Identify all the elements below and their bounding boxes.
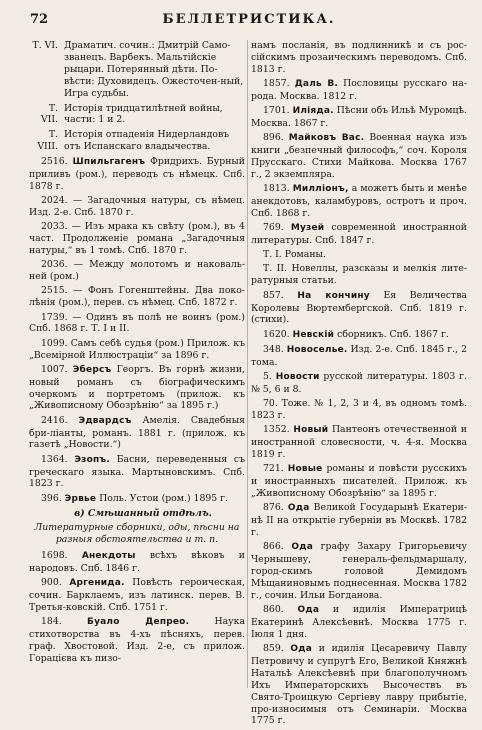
entry-text: Георгъ. Въ горнѣ жизни, новый романъ съ біографическимъ очеркомъ и портретомъ (прилож. къ „Живописному Обозрѣнію“ за 1895 г.) <box>29 363 245 412</box>
catalog-entry <box>251 502 467 539</box>
catalog-entry <box>251 604 467 641</box>
column-divider <box>247 40 248 688</box>
entry-author: Ода <box>287 503 310 514</box>
entry-number: 769. <box>263 222 284 234</box>
catalog-entry <box>29 338 245 362</box>
entry-number: 1620. <box>263 328 290 340</box>
volume-list <box>29 40 245 153</box>
catalog-entry <box>251 541 467 602</box>
catalog-entry <box>29 156 245 193</box>
entry-text: Самъ себѣ судья (ром.) Прилож. къ „Всемірной Иллюстраціи“ за 1896 г. <box>29 337 245 361</box>
section-lead: Литературные сборники, оды, пѣсни на разныя обстоятельства и т. п. <box>34 522 240 545</box>
entry-number: 721. <box>263 463 284 475</box>
entry-number: 876. <box>263 502 284 514</box>
entry-number: 2516. <box>41 156 68 168</box>
entry-text: Пословицы русскаго на-рода. Москва. 1812 г. <box>251 78 467 102</box>
entry-text: и идилія Цесаревичу Павлу Петровичу и супругѣ Его, Великой Княжнѣ Натальѣ Алексѣевнѣ при благополучномъ Ихъ Императорскихъ Высочествъ въ Свято-Троицкую Сергіеву лавру прибытіе, про-износимыя отъ Семинаріи. Москва 1775 г. <box>251 643 467 727</box>
entry-number: 896. <box>263 132 284 144</box>
entry-number: 859. <box>263 643 284 655</box>
entry-author: Иліяда. <box>292 106 334 117</box>
continued-text: намъ посланія, въ подлинникѣ и съ рос-сійскимъ прозаическимъ переводомъ. Спб. 1813 г. <box>251 40 467 75</box>
catalog-entry <box>29 454 245 491</box>
entry-number: 2033. <box>41 221 68 233</box>
catalog-entry <box>29 415 245 452</box>
entry-text: сборникъ. Спб. 1867 г. <box>337 328 449 340</box>
entry-author: Буало Депрео. <box>87 617 190 628</box>
catalog-entry <box>251 371 467 396</box>
entry-text: Басни, переведенныя съ греческаго языка. Мартыновскимъ. Спб. 1823 г. <box>29 453 245 490</box>
left-column <box>29 40 245 667</box>
entry-text: Фридрихъ. Бурный приливъ (ром.), переводъ съ нѣмецк. Спб. 1878 г. <box>29 156 245 192</box>
entry-number: 1364. <box>41 453 68 465</box>
entry-number: 2024. <box>41 195 68 207</box>
entry-author: Даль В. <box>294 79 339 90</box>
entry-text: Военная наука изъ книги „безпечный философъ,“ соч. Короля Прусскаго. Стихи Майкова. Москва 1767 г., 2 экземпляра. <box>251 132 467 180</box>
entry-author: Эдвардсъ <box>78 415 132 426</box>
entry-number: 1099. <box>41 337 68 349</box>
entry-author: Милліонъ, <box>292 184 349 195</box>
entry-text: Тоже. № 1, 2, 3 и 4, въ одномъ томѣ. 1823 г. <box>251 398 467 421</box>
entry-number: 860. <box>263 604 284 616</box>
entry-text: — Загадочныя натуры, съ нѣмец. Изд. 2-е. Спб. 1870 г. <box>29 195 245 219</box>
entry-number: 1007. <box>41 363 68 375</box>
entry-author: Невскій <box>292 329 335 340</box>
right-column <box>251 40 467 730</box>
entry-author: Анекдоты <box>81 550 136 561</box>
entry-author: Ода <box>290 644 312 655</box>
catalog-entry <box>251 105 467 130</box>
volume-item <box>29 129 245 153</box>
section-title: в) Смѣшанный отдѣлъ. <box>74 507 212 519</box>
catalog-entry <box>251 222 467 247</box>
entry-text: а можетъ быть и менѣе анекдотовъ, каламбуровъ, остротъ и проч. Спб. 1868 г. <box>251 183 467 219</box>
volume-item <box>29 103 245 127</box>
entry-number: 900. <box>41 577 62 589</box>
entry-number: 1698. <box>41 549 68 561</box>
entry-number: 184. <box>41 616 62 628</box>
entry-author: Аргенида. <box>69 578 125 589</box>
entry-author: Эрвье <box>64 493 97 504</box>
entry-list <box>251 290 467 728</box>
volume-numeral: Т. VI. <box>32 40 58 51</box>
entry-text: графу Захару Григорьевичу Чернышеву, генераль-фельдмаршалу, город-скимъ головой Демидомъ Мѣщаниновымъ поднесенная. Москва 1782 г., сочин. Ильи Богданова. <box>251 541 467 601</box>
catalog-entry <box>29 550 245 575</box>
catalog-entry <box>251 132 467 181</box>
page-number: 72 <box>30 12 49 27</box>
entry-number: 1352. <box>263 424 290 436</box>
catalog-entry <box>29 221 245 257</box>
catalog-entry <box>251 344 467 369</box>
entry-list <box>251 78 467 247</box>
entry-text: всѣхъ вѣковъ и народовъ. Спб. 1846 г. <box>29 549 245 574</box>
entry-author: Эберсъ <box>72 364 112 375</box>
entry-number: 348. <box>263 343 284 355</box>
entry-number: 866. <box>263 541 284 553</box>
catalog-entry <box>29 195 245 219</box>
subvolume-item: Т. II. Новеллы, разсказы и мелкія лите-ратурныя статьи. <box>251 263 467 287</box>
entry-text: Поль. Устои (ром.) 1895 г. <box>99 492 228 504</box>
entry-text: Изд. 2-е. Спб. 1845 г., 2 тома. <box>251 343 467 368</box>
entry-number: 1813. <box>263 183 290 195</box>
entry-number: 396. <box>41 492 62 504</box>
volume-contents: Исторія тридцатилѣтней войны, части: 1 и 2. <box>64 102 223 126</box>
catalog-entry <box>251 329 467 342</box>
volume-contents: Драматич. сочин.: Дмитрій Само-званецъ. Варбекъ. Мальтійскіе рыцари. Потерянный дѣти. По-вѣсти: Духовидецъ. Ожесточен-ный, Игра судьбы. <box>64 40 244 99</box>
entry-author: Музей <box>290 223 325 234</box>
entry-author: Ода <box>297 605 320 616</box>
entry-text: современной иностранной литературы. Спб. 1847 г. <box>251 222 467 247</box>
entry-number: 2416. <box>41 414 68 426</box>
catalog-entry <box>29 493 245 506</box>
entry-author: Ода <box>291 542 313 553</box>
entry-number: 2515. <box>41 285 68 297</box>
catalog-entry <box>251 183 467 220</box>
entry-number: 5. <box>263 370 272 382</box>
catalog-entry <box>29 285 245 309</box>
catalog-entry <box>29 577 245 614</box>
entry-author: Новые <box>287 464 323 475</box>
catalog-entry <box>29 364 245 413</box>
subvolume-item: Т. I. Романы. <box>263 249 326 261</box>
page-header <box>30 10 468 30</box>
entry-text: — Между молотомъ и наковаль-ней (ром.) <box>29 259 245 283</box>
catalog-entry <box>251 398 467 422</box>
entry-number: 1857. <box>263 78 290 90</box>
subvolume-list <box>251 249 467 287</box>
entry-text: Великой Государынѣ Екатери-нѣ II на открытіе губерніи въ Москвѣ. 1782 г. <box>251 502 467 538</box>
entry-author: Майковъ Вас. <box>288 133 365 144</box>
catalog-entry <box>251 424 467 461</box>
entry-author: Новоселье. <box>286 344 348 355</box>
entry-number: 2036. <box>41 259 68 271</box>
entry-text: Пѣсни объ Ильѣ Муромцѣ. Москва. 1867 г. <box>251 105 467 130</box>
volume-numeral: Т. VII. <box>40 102 58 126</box>
entry-text: Пантеонъ отечественной и иностранной словесности, ч. 4-я. Москва 1819 г. <box>251 424 467 460</box>
catalog-entry <box>29 312 245 336</box>
entry-author: Новости <box>275 371 320 382</box>
catalog-entry <box>29 616 245 665</box>
entry-number: 857. <box>263 289 284 301</box>
entry-text: — Фонъ Гогенштейны. Два поко-лѣнія (ром.), перев. съ нѣмец. Спб. 1872 г. <box>29 285 245 309</box>
page-title: БЕЛЛЕТРИСТИКА. <box>162 12 336 27</box>
entry-text: — Изъ мрака къ свѣту (ром.), въ 4 част. Продолженіе романа „Загадочныя натуры,“ въ 1 томѣ. Спб. 1870 г. <box>29 221 245 257</box>
catalog-entry <box>251 463 467 500</box>
entry-author: На кончину <box>297 290 370 301</box>
entry-list <box>29 550 245 665</box>
entry-author: Эзопъ. <box>74 454 110 465</box>
entry-text: Повѣсть героическая, сочин. Барклаемъ, изъ латинск. перев. В. Третья-ковскій. Спб. 1751 г. <box>29 577 245 613</box>
entry-list <box>29 156 245 505</box>
entry-text: Наука стихотворства въ 4-хъ пѣсняхъ, перев. граф. Хвостовой. Изд. 2-е, съ прилож. Горацієва къ пизо- <box>29 616 245 664</box>
catalog-entry <box>251 643 467 727</box>
entry-author: Новый <box>293 425 329 436</box>
entry-text: Ея Величества Королевы Вюртембергской. Спб. 1819 г. (стихи). <box>251 289 467 326</box>
entry-number: 1739. <box>41 311 68 323</box>
entry-text: и идилія Императрицѣ Екатеринѣ Алексѣевнѣ. Москва 1775 г. Іюля 1 дня. <box>251 604 467 640</box>
entry-text: русской литературы. 1803 г. № 5, 6 и 8. <box>251 370 467 395</box>
entry-number: 1701. <box>263 105 290 117</box>
volume-numeral: Т. VIII. <box>37 129 58 153</box>
entry-text: романы и повѣсти русскихъ и иностранныхъ писателей. Прилож. къ „Живописному Обозрѣнію“ за 1895 г. <box>251 463 467 499</box>
entry-text: Амелія. Свадебныя бри-ліанты, романъ. 1881 г. (прилож. къ газетѣ „Новости.“) <box>29 414 245 451</box>
entry-text: — Одинъ въ полѣ не воинъ (ром.) Спб. 1868 г. Т. I и II. <box>29 311 245 335</box>
catalog-entry <box>29 259 245 283</box>
catalog-entry <box>251 78 467 103</box>
volume-item <box>29 40 245 100</box>
volume-contents: Исторія отпаденія Нидерландовъ отъ Испанскаго владычества. <box>64 129 230 153</box>
entry-author: Шпильгагенъ <box>72 157 146 168</box>
catalog-entry <box>251 290 467 327</box>
entry-number: 70. <box>263 398 278 410</box>
